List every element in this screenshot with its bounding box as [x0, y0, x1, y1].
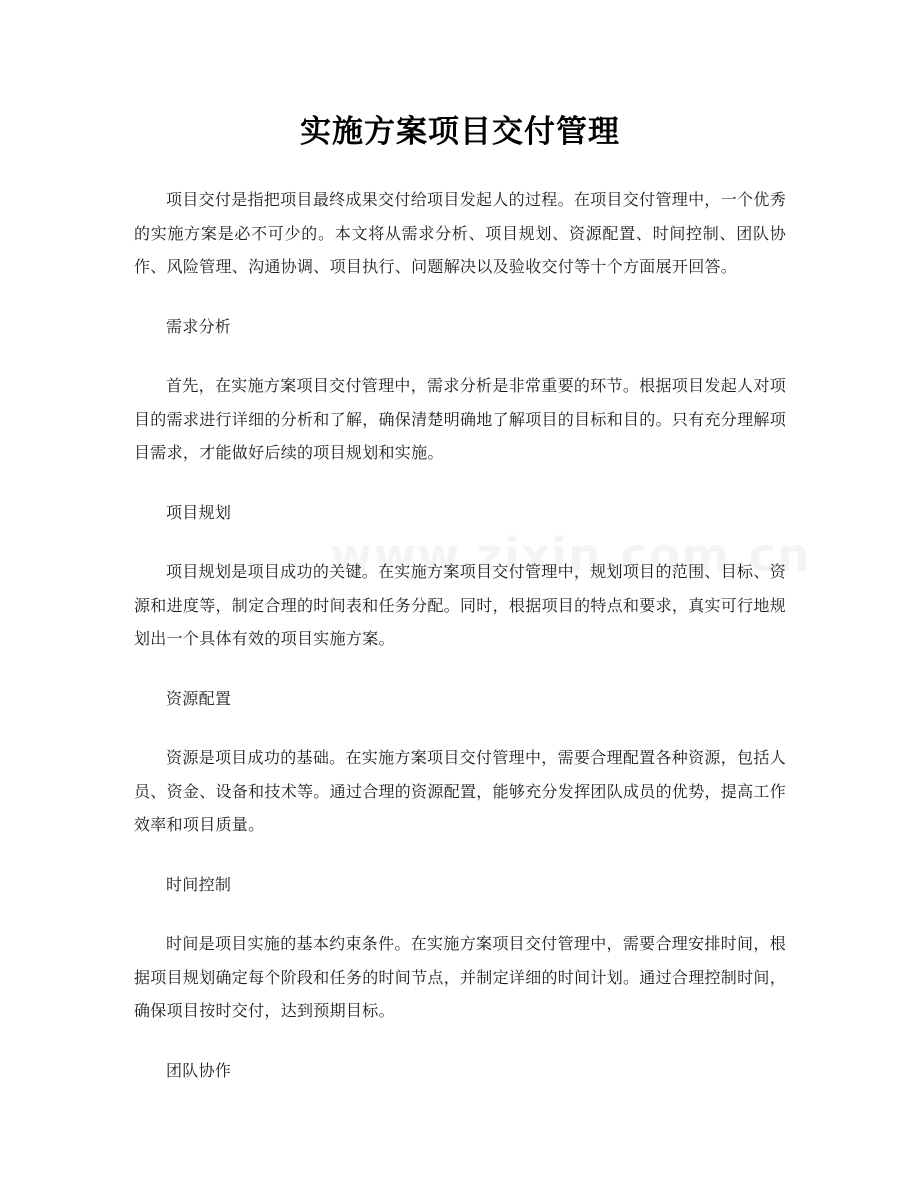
- section-paragraph: 资源是项目成功的基础。在实施方案项目交付管理中，需要合理配置各种资源，包括人员、资金、设备和技术等。通过合理的资源配置，能够充分发挥团队成员的优势，提高工作效率和项目质量。: [134, 748, 787, 834]
- section-heading: 资源配置: [166, 688, 232, 708]
- section-paragraph: 时间是项目实施的基本约束条件。在实施方案项目交付管理中，需要合理安排时间，根据项目规划确定每个阶段和任务的时间节点，并制定详细的时间计划。通过合理控制时间，确保项目按时交付，达到预期目标。: [134, 934, 787, 1020]
- section-heading: 需求分析: [166, 316, 232, 336]
- section-heading: 时间控制: [166, 874, 232, 894]
- document-body: [134, 183, 786, 1087]
- document-title: 实施方案项目交付管理: [300, 114, 620, 150]
- section-heading: 项目规划: [166, 502, 232, 522]
- section-paragraph: 首先，在实施方案项目交付管理中，需求分析是非常重要的环节。根据项目发起人对项目的需求进行详细的分析和了解，确保清楚明确地了解项目的目标和目的。只有充分理解项目需求，才能做好后续的项目规划和实施。: [134, 376, 787, 462]
- section-paragraph: 项目规划是项目成功的关键。在实施方案项目交付管理中，规划项目的范围、目标、资源和进度等，制定合理的时间表和任务分配。同时，根据项目的特点和要求，真实可行地规划出一个具体有效的项目实施方案。: [134, 562, 787, 648]
- section-heading: 团队协作: [166, 1060, 232, 1080]
- intro-paragraph: 项目交付是指把项目最终成果交付给项目发起人的过程。在项目交付管理中，一个优秀的实施方案是必不可少的。本文将从需求分析、项目规划、资源配置、时间控制、团队协作、风险管理、沟通协调、项目执行、问题解决以及验收交付等十个方面展开回答。: [134, 190, 786, 276]
